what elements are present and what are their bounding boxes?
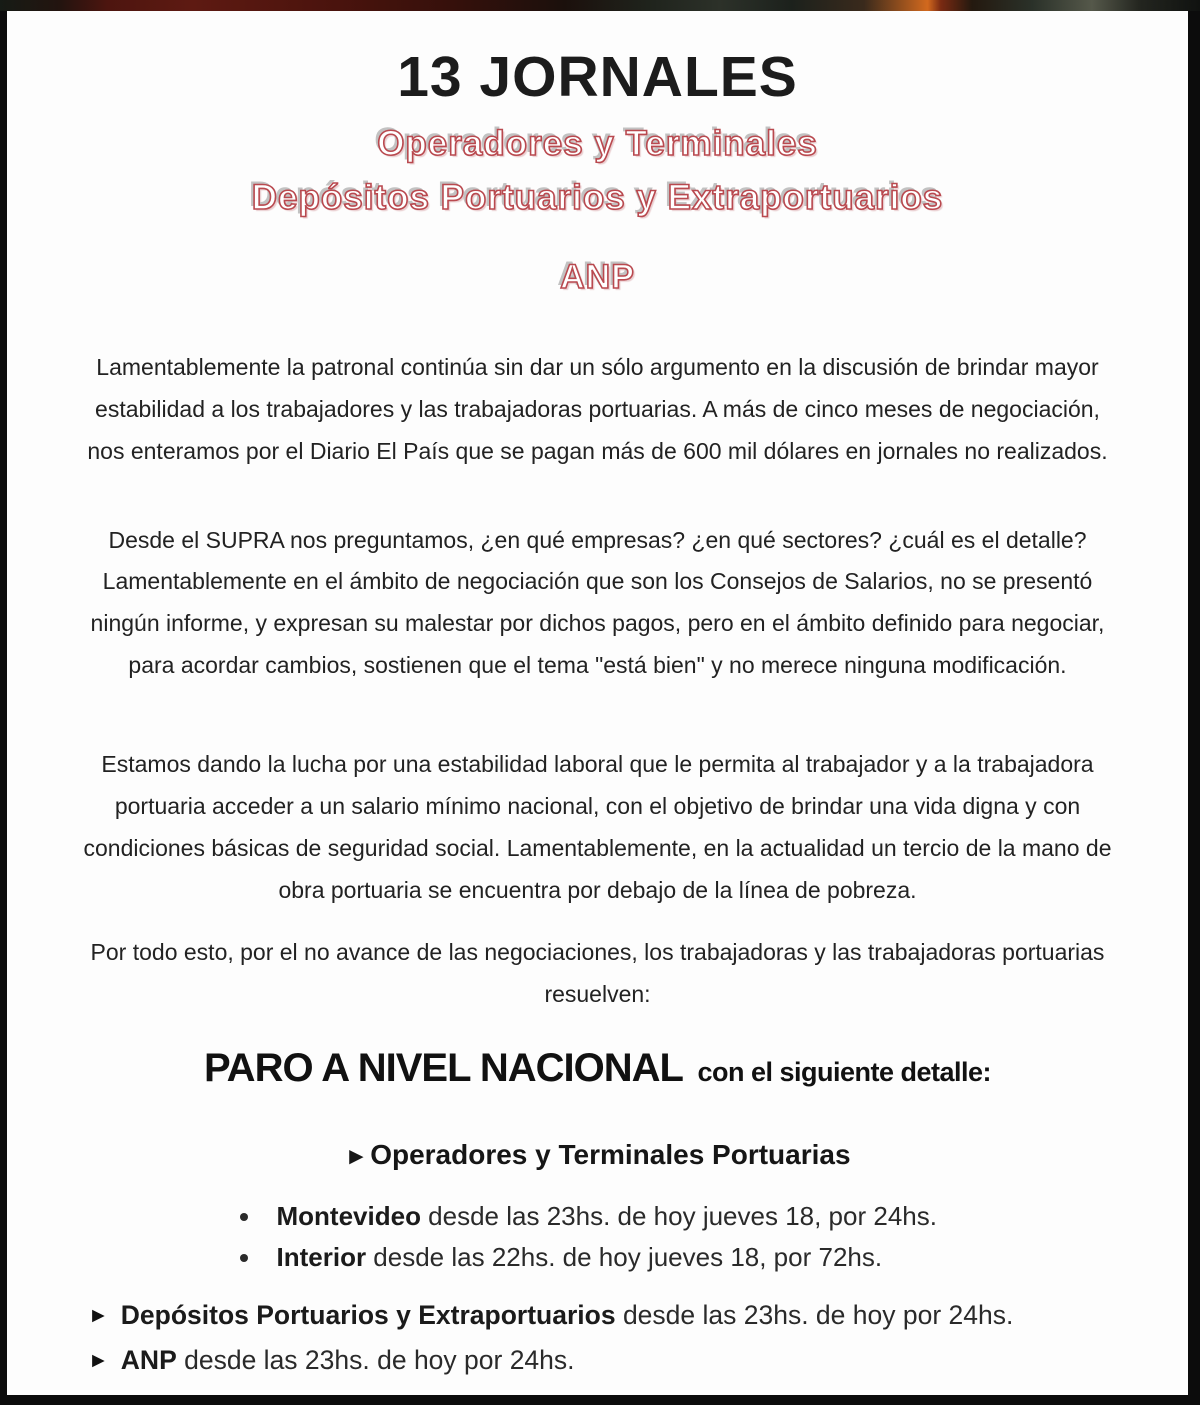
strike-announcement-title: PARO A NIVEL NACIONAL [203, 1046, 683, 1091]
triangle-bullet-icon: ► [88, 1304, 109, 1328]
strike-arrow-items [88, 1295, 1188, 1381]
strike-announcement-suffix: con el siguiente detalle: [697, 1057, 992, 1088]
list-item-detail: desde las 23hs. de hoy jueves 18, por 24hs. [420, 1201, 937, 1232]
arrow-item-sector: ANP [120, 1345, 177, 1376]
list-item-city: Interior [276, 1242, 367, 1273]
top-photo-strip [0, 0, 1200, 11]
arrow-item-sector: Depósitos Portuarios y Extraportuarios [120, 1300, 616, 1331]
arrow-item-detail: desde las 23hs. de hoy por 24hs. [176, 1345, 575, 1376]
list-item-city: Montevideo [276, 1201, 421, 1232]
paragraph-patronal: Lamentablemente la patronal continúa sin dar un sólo argumento en la discusión de brindar mayor estabilidad a los trabajadores y las trabajadoras portuarias. A más de cinco meses de negociación, nos enteramos por el Diario El País que se pagan más de 600 mil dólares en jornales no realizados. [87, 354, 1108, 464]
triangle-bullet-icon: ► [344, 1143, 369, 1171]
strike-announcement [7, 1046, 1188, 1091]
paragraph-supra: Desde el SUPRA nos preguntamos, ¿en qué empresas? ¿en qué sectores? ¿cuál es el detalle? Lamentablemente en el ámbito de negociación que son los Consejos de Salarios, no se presentó ningún informe, y expresan su malestar por dichos pagos, pero en el ámbito definido para negociar, para acordar cambios, sostienen que el tema "está bien" y no merece ninguna modificación. [90, 526, 1105, 679]
arrow-item-anp [88, 1340, 1188, 1381]
arrow-item-detail: desde las 23hs. de hoy por 24hs. [615, 1300, 1014, 1331]
paragraph-estabilidad: Estamos dando la lucha por una estabilidad laboral que le permita al trabajador y a la trabajadora portuaria acceder a un salario mínimo nacional, con el objetivo de brindar una vida digna y con condiciones básicas de seguridad social. Lamentablemente, en la actualidad un tercio de la mano de obra portuaria se encuentra por debajo de la línea de pobreza. [83, 751, 1112, 903]
subtitle-anp: ANP [560, 258, 635, 296]
subtitle-operadores: Operadores y Terminales [377, 124, 818, 163]
flyer-page [7, 11, 1188, 1395]
triangle-bullet-icon: ► [88, 1349, 109, 1373]
section-heading-label: Operadores y Terminales Portuarias [370, 1139, 851, 1171]
strike-detail-list [203, 1197, 993, 1277]
list-item-interior [263, 1238, 993, 1277]
page-title: 13 JORNALES [397, 45, 798, 109]
arrow-item-depositos [88, 1295, 1188, 1336]
subtitle-depositos: Depósitos Portuarios y Extraportuarios [251, 178, 944, 217]
section-heading-operadores [7, 1139, 1188, 1171]
paragraph-resuelven: Por todo esto, por el no avance de las negociaciones, los trabajadoras y las trabajadoras portuarias resuelven: [90, 939, 1105, 1008]
list-item-detail: desde las 22hs. de hoy jueves 18, por 72hs. [366, 1242, 883, 1273]
list-item-montevideo [263, 1197, 993, 1236]
